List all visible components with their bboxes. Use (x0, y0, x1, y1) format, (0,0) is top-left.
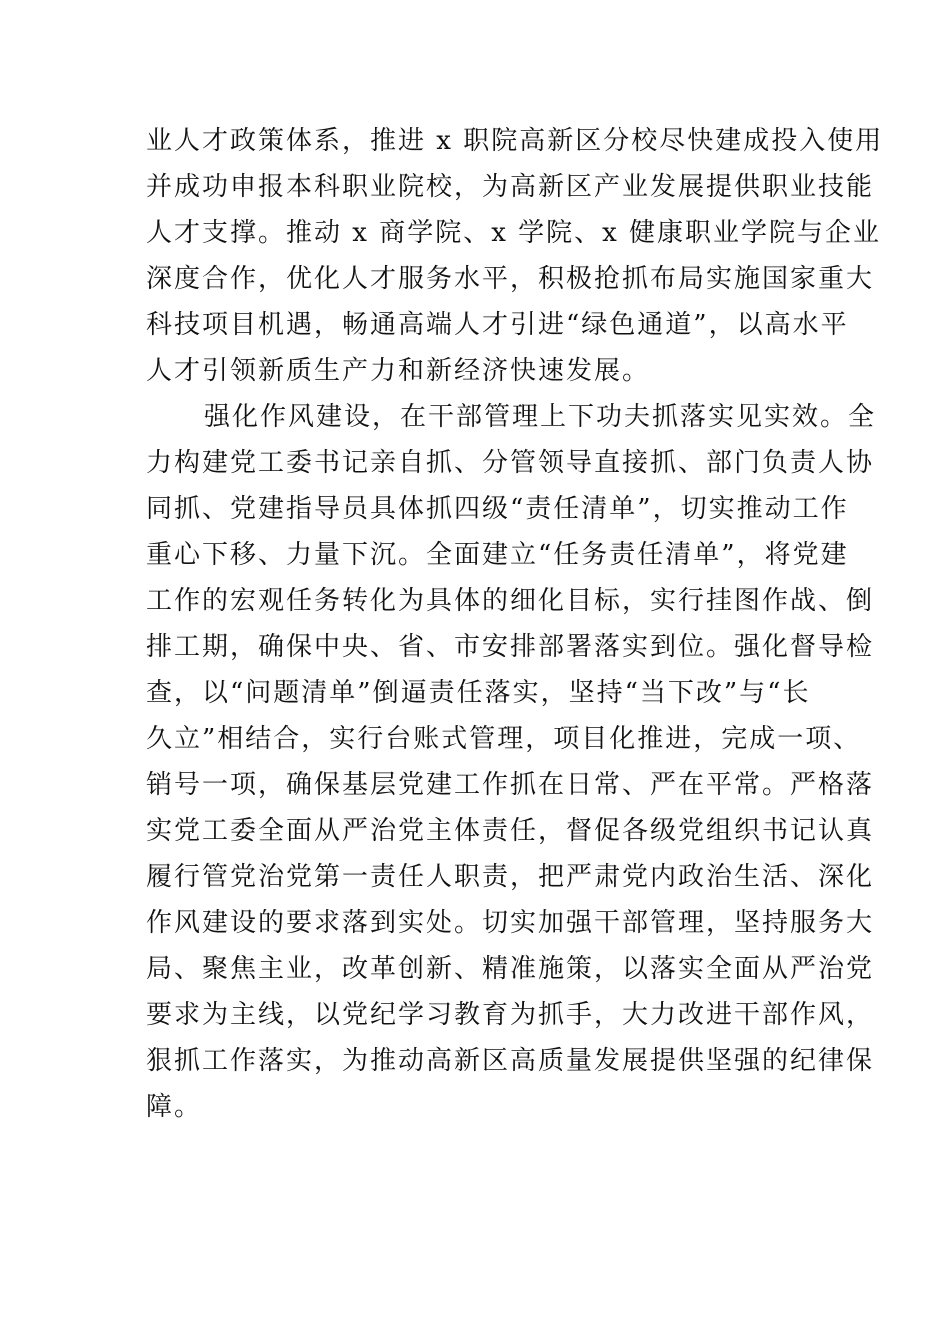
text-line: 障。 (146, 1092, 203, 1122)
text-line: 工作的宏观任务转化为具体的细化目标，实行挂图作战、倒 (146, 586, 875, 616)
text-line: 局、聚焦主业，改革创新、精准施策，以落实全面从严治党 (146, 954, 875, 984)
text-line: 狠抓工作落实，为推动高新区高质量发展提供坚强的纪律保 (146, 1046, 875, 1076)
text-line: 实党工委全面从严治党主体责任，督促各级党组织书记认真 (146, 816, 875, 846)
text-line: 要求为主线，以党纪学习教育为抓手，大力改进干部作风， (146, 1000, 875, 1030)
text-line: 人才支撑。推动 x 商学院、x 学院、x 健康职业学院与企业 (146, 218, 882, 248)
text-line: 强化作风建设，在干部管理上下功夫抓落实见实效。全 (204, 402, 877, 432)
document-body (146, 118, 884, 1130)
text-line: 重心下移、力量下沉。全面建立“任务责任清单”，将党建 (146, 540, 849, 570)
text-line: 业人才政策体系，推进 x 职院高新区分校尽快建成投入使用 (146, 126, 884, 156)
text-line: 查，以“问题清单”倒逼责任落实，坚持“当下改”与“长 (146, 678, 811, 708)
text-line: 排工期，确保中央、省、市安排部署落实到位。强化督导检 (146, 632, 875, 662)
text-line: 销号一项，确保基层党建工作抓在日常、严在平常。严格落 (146, 770, 875, 800)
text-line: 并成功申报本科职业院校，为高新区产业发展提供职业技能 (146, 172, 875, 202)
text-line: 科技项目机遇，畅通高端人才引进“绿色通道”，以高水平 (146, 310, 849, 340)
text-line: 人才引领新质生产力和新经济快速发展。 (146, 356, 651, 386)
text-line: 力构建党工委书记亲自抓、分管领导直接抓、部门负责人协 (146, 448, 875, 478)
text-line: 履行管党治党第一责任人职责，把严肃党内政治生活、深化 (146, 862, 875, 892)
text-line: 久立”相结合，实行台账式管理，项目化推进，完成一项、 (146, 724, 862, 754)
paragraph-work-style (146, 394, 877, 1130)
text-line: 深度合作，优化人才服务水平，积极抢抓布局实施国家重大 (146, 264, 875, 294)
text-line: 作风建设的要求落到实处。切实加强干部管理，坚持服务大 (146, 908, 875, 938)
paragraph-talent-policy (146, 118, 884, 394)
text-line: 同抓、党建指导员具体抓四级“责任清单”，切实推动工作 (146, 494, 849, 524)
